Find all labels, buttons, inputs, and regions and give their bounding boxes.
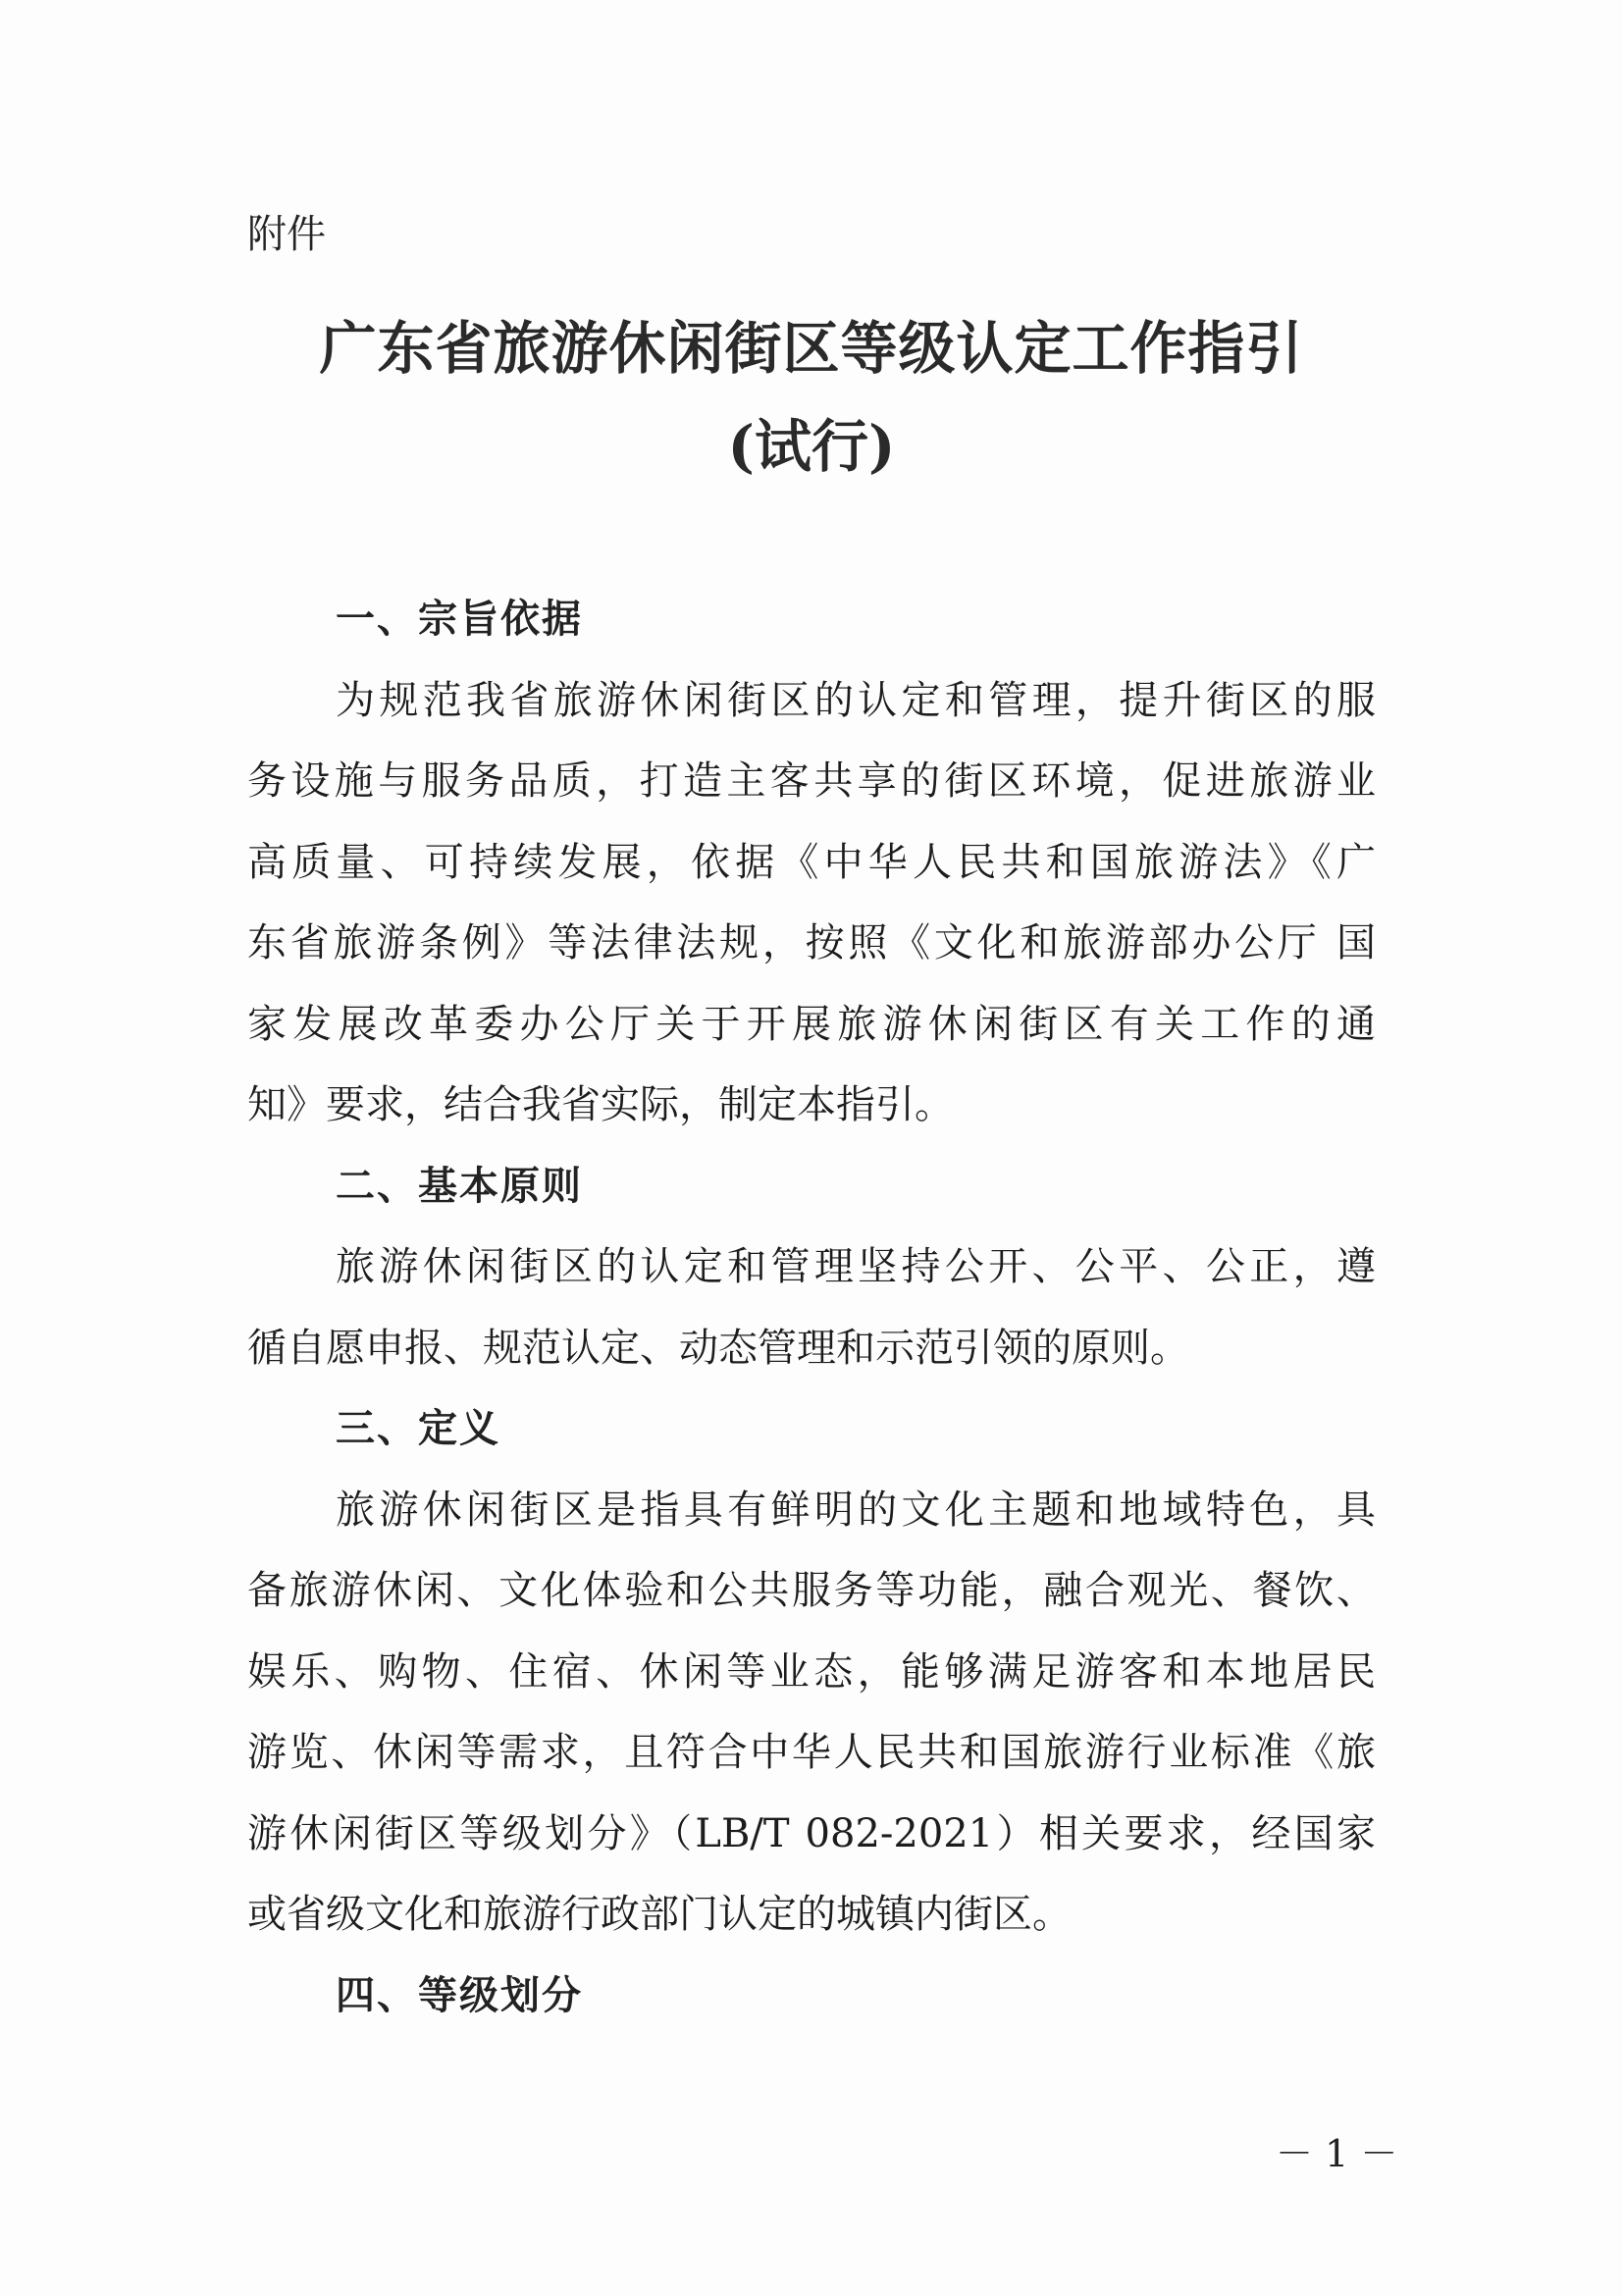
section-heading-principles: 二、基本原则 xyxy=(336,1163,583,1209)
paragraph-line: 备旅游休闲、文化体验和公共服务等功能，融合观光、餐饮、 xyxy=(247,1568,1376,1613)
document-title: 广东省旅游休闲街区等级认定工作指引 xyxy=(319,315,1304,382)
paragraph-line: 娱乐、购物、住宿、休闲等业态，能够满足游客和本地居民 xyxy=(247,1648,1376,1695)
paragraph-line: 为规范我省旅游休闲街区的认定和管理，提升街区的服 xyxy=(336,677,1376,723)
section-heading-definition: 三、定义 xyxy=(336,1406,500,1451)
paragraph-line: 知》要求，结合我省实际，制定本指引。 xyxy=(247,1082,954,1127)
page-number: － 1 － xyxy=(1276,2132,1398,2175)
paragraph-line: 家发展改革委办公厅关于开展旅游休闲街区有关工作的通 xyxy=(247,1001,1376,1047)
attachment-label: 附件 xyxy=(247,212,326,257)
document-body xyxy=(247,579,1376,2036)
paragraph-line: 旅游休闲街区的认定和管理坚持公开、公平、公正，遵 xyxy=(336,1244,1376,1289)
section-heading-purpose: 一、宗旨依据 xyxy=(336,597,583,642)
paragraph-line: 循自愿申报、规范认定、动态管理和示范引领的原则。 xyxy=(247,1325,1189,1371)
paragraph-line: 高质量、可持续发展，依据《中华人民共和国旅游法》《广 xyxy=(247,839,1376,885)
paragraph-line: 务设施与服务品质，打造主客共享的街区环境，促进旅游业 xyxy=(247,758,1376,804)
paragraph-line: 游休闲街区等级划分》（LB/T 082-2021）相关要求，经国家 xyxy=(247,1810,1376,1856)
paragraph-line: 游览、休闲等需求，且符合中华人民共和国旅游行业标准《旅 xyxy=(247,1730,1376,1775)
document-subtitle: (试行) xyxy=(727,413,896,480)
paragraph-line: 旅游休闲街区是指具有鲜明的文化主题和地域特色，具 xyxy=(336,1487,1376,1533)
section-heading-grading: 四、等级划分 xyxy=(336,1972,583,2018)
paragraph-line: 东省旅游条例》等法律法规，按照《文化和旅游部办公厅 国 xyxy=(247,920,1376,965)
paragraph-line: 或省级文化和旅游行政部门认定的城镇内街区。 xyxy=(247,1892,1072,1937)
